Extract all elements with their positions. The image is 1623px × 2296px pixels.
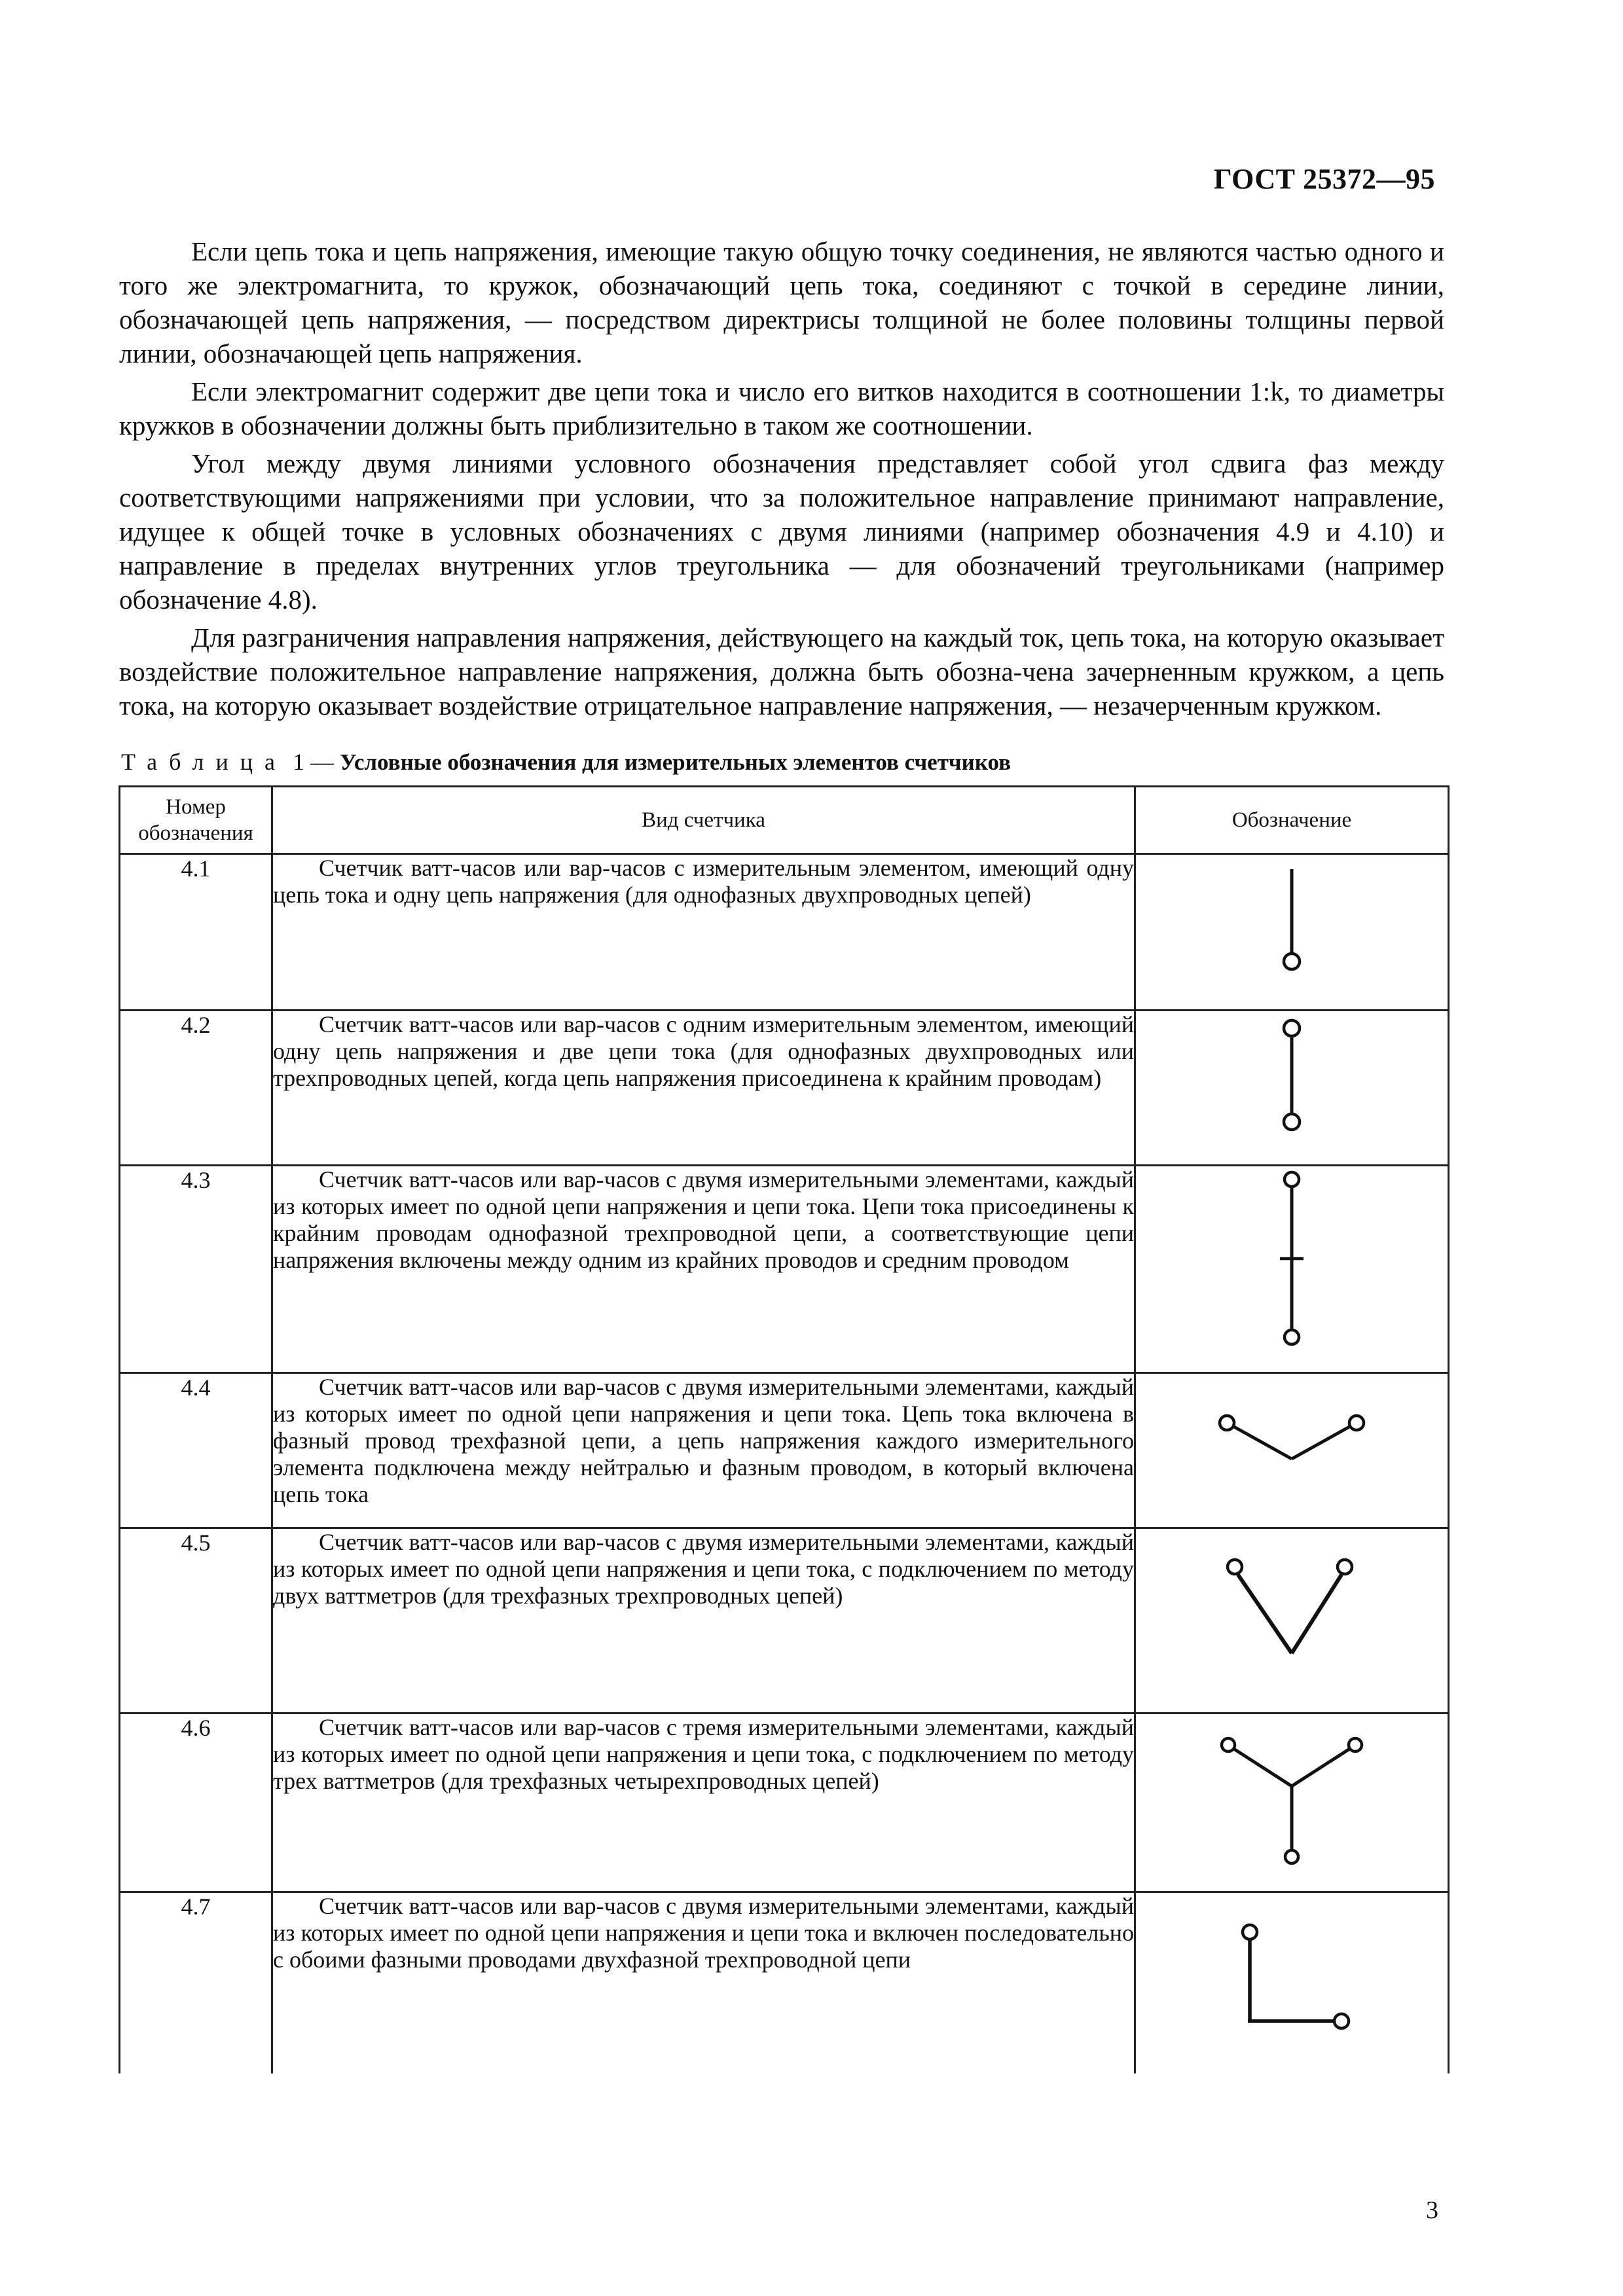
table-caption-number: 1: [292, 749, 304, 775]
row-description-text: Счетчик ватт-часов или вар-часов с двумя измерительными элементами, каждый из которых имеет по одной цепи напряжения и цепи тока, с подключением по методу двух ваттметров (для трехфазных трехпроводных цепей): [273, 1529, 1134, 1609]
row-symbol: [1135, 854, 1449, 1011]
row-symbol: [1135, 1011, 1449, 1166]
row-symbol: [1135, 1713, 1449, 1892]
table-caption-title: Условные обозначения для измерительных элементов счетчиков: [339, 749, 1012, 775]
row-number: 4.1: [120, 854, 272, 1011]
table-caption-word: Таблица: [121, 749, 287, 775]
star-y-icon: [1213, 1714, 1370, 1891]
row-description-text: Счетчик ватт-часов или вар-часов с двумя измерительными элементами, каждый из которых имеет по одной цепи напряжения и цепи тока. Цепь тока включена в фазный провод трехфазной цепи, а цепь напряжения каждого измерительного элемента подключена между нейтралью и фазным проводом, в который включена цепь тока: [273, 1374, 1134, 1507]
row-number: 4.5: [120, 1528, 272, 1713]
paragraph: Если электромагнит содержит две цепи тока и число его витков находится в соотношении 1:k, то диаметры кружков в обозначении должны быть приблизительно в таком же соотношении.: [119, 376, 1444, 440]
row-description-text: Счетчик ватт-часов или вар-часов с одним измерительным элементом, имеющий одну цепь напряжения и две цепи тока (для однофазных двухпроводных или трехпроводных цепей, когда цепь напряжения присоединена к крайним проводам): [273, 1011, 1134, 1091]
table-caption: [121, 748, 1450, 776]
column-header-type: Вид счетчика: [272, 787, 1135, 854]
row-symbol: [1135, 1892, 1449, 2073]
row-number: 4.2: [120, 1011, 272, 1166]
table-row: [120, 1166, 1449, 1373]
row-description-text: Счетчик ватт-часов или вар-часов с тремя измерительными элементами, каждый из которых имеет по одной цепи напряжения и цепи тока, с подключением по методу трех ваттметров (для трехфазных четырехпроводных цепей): [273, 1714, 1134, 1794]
table-row: [120, 1011, 1449, 1166]
table-header-row: [120, 787, 1449, 854]
body-text: [119, 234, 1444, 726]
row-description: [272, 1166, 1135, 1373]
row-description: [272, 854, 1135, 1011]
row-description: [272, 1892, 1135, 2073]
row-number: 4.7: [120, 1892, 272, 2073]
row-number: 4.3: [120, 1166, 272, 1373]
row-description-text: Счетчик ватт-часов или вар-часов с двумя измерительными элементами, каждый из которых имеет по одной цепи напряжения и цепи тока. Цепи тока присоединены к крайним проводам однофазной трехпроводной цепи, а соответствующие цепи напряжения включены между одним из крайних проводов и средним проводом: [273, 1166, 1134, 1273]
row-number: 4.6: [120, 1713, 272, 1892]
narrow-v-icon: [1213, 1529, 1370, 1712]
table-caption-dash: —: [310, 749, 334, 775]
paragraph: Для разграничения направления напряжения, действующего на каждый ток, цепь тока, на которую оказывает воздействие положительное направление напряжения, должна быть обозна-чена зачерненным кружком, а цепь тока, на которую оказывает воздействие отрицательное направление напряжения, — незачерченным кружком.: [119, 622, 1444, 721]
table-row: [120, 854, 1449, 1011]
column-header-symbol: Обозначение: [1135, 787, 1449, 854]
page-number: 3: [1426, 2197, 1438, 2224]
wide-v-icon: [1207, 1374, 1377, 1527]
symbols-table: [119, 785, 1450, 2073]
table-row: [120, 1373, 1449, 1528]
paragraph: Если цепь тока и цепь напряжения, имеющие такую общую точку соединения, не являются частью одного и того же электромагнита, то кружок, обозначающий цепь тока, соединяют с точкой в середине линии, обозначающей цепь напряжения, — посредством директрисы толщиной не более половины толщины первой линии, обозначающей цепь напряжения.: [119, 236, 1444, 368]
table-row: [120, 1528, 1449, 1713]
column-header-number: Номер обозначения: [120, 787, 272, 854]
row-description: [272, 1713, 1135, 1892]
line-with-midpoint-tick-icon: [1226, 1166, 1357, 1372]
paragraph: Угол между двумя линиями условного обозначения представляет собой угол сдвига фаз между соответствующими напряжениями при условии, что за положительное направление принимают направление, идущее к общей точке в условных обозначениях с двумя линиями (например обозначения 4.9 и 4.10) и направление в пределах внутренних углов треугольника — для обозначений треугольниками (например обозначение 4.8).: [119, 448, 1444, 615]
single-line-two-circles-icon: [1226, 1011, 1357, 1164]
table-row: [120, 1713, 1449, 1892]
row-symbol: [1135, 1528, 1449, 1713]
row-symbol: [1135, 1166, 1449, 1373]
row-description: [272, 1373, 1135, 1528]
row-symbol: [1135, 1373, 1449, 1528]
table-row: [120, 1892, 1449, 2073]
l-shape-icon: [1213, 1893, 1370, 2072]
row-description-text: Счетчик ватт-часов или вар-часов с двумя измерительными элементами, каждый из которых имеет по одной цепи напряжения и цепи тока и включен последовательно с обоими фазными проводами двухфазной трехпроводной цепи: [273, 1893, 1134, 1973]
row-description: [272, 1011, 1135, 1166]
row-description-text: Счетчик ватт-часов или вар-часов с измерительным элементом, имеющий одну цепь тока и одну цепь напряжения (для однофазных двухпроводных цепей): [273, 855, 1134, 908]
row-description: [272, 1528, 1135, 1713]
document-header: ГОСТ 25372—95: [1213, 163, 1435, 195]
single-line-one-circle-icon: [1226, 855, 1357, 1009]
row-number: 4.4: [120, 1373, 272, 1528]
